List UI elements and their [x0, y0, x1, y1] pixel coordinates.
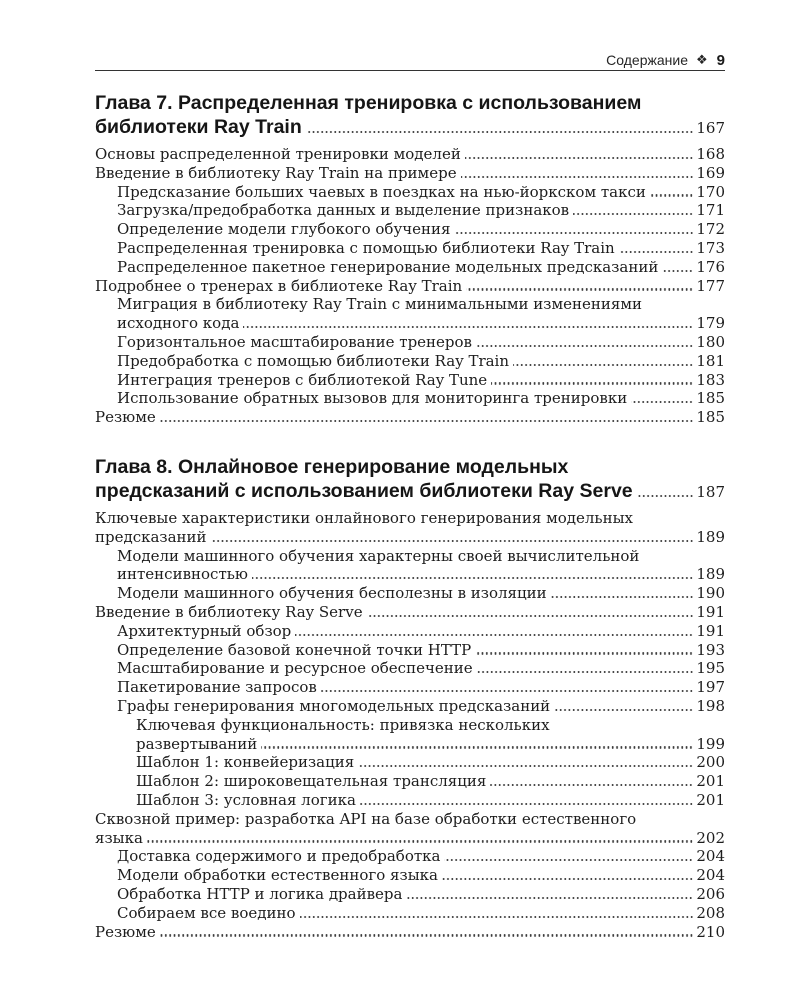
toc-leader — [360, 803, 693, 805]
toc-entry-line — [117, 659, 725, 678]
toc-entry — [95, 847, 725, 866]
toc-page-number: 171 — [696, 201, 725, 220]
toc-leader — [300, 916, 694, 918]
toc-entry — [95, 183, 725, 202]
header-rule — [95, 70, 725, 71]
toc-entry-line — [95, 810, 725, 829]
toc-leader — [554, 709, 693, 711]
toc-entry — [95, 352, 725, 371]
chapter-heading — [95, 91, 725, 140]
toc-entry-line — [95, 603, 725, 622]
toc-leader — [477, 671, 694, 673]
toc-entry — [95, 622, 725, 641]
toc-entry — [95, 220, 725, 239]
toc-entry — [95, 584, 725, 603]
toc-leader — [406, 897, 693, 899]
toc-entry — [95, 258, 725, 277]
toc-page-number: 180 — [696, 332, 725, 351]
toc-entry-line — [117, 258, 725, 277]
toc-entry — [95, 753, 725, 772]
toc-page-number: 193 — [696, 640, 725, 659]
toc-entry-line — [95, 829, 725, 848]
toc-entry-line — [117, 239, 725, 258]
toc-leader — [321, 690, 693, 692]
toc-entry-title: Введение в библиотеку Ray Train на примере — [95, 163, 457, 182]
toc-entry-line — [136, 753, 725, 772]
toc-entry-title: Распределенное пакетное генерирование модельных предсказаний — [117, 257, 659, 276]
chapter-heading-line — [95, 479, 725, 504]
toc-entry-title: Основы распределенной тренировки моделей — [95, 145, 461, 163]
chapter-section — [95, 455, 725, 941]
toc-page-number: 197 — [696, 678, 725, 697]
toc-entry-line — [95, 509, 725, 528]
toc-page-number: 201 — [696, 772, 725, 791]
toc-entry-line — [117, 904, 725, 923]
toc-entry-title: Горизонтальное масштабирование тренеров — [117, 332, 472, 351]
toc-entry-line — [95, 145, 725, 164]
toc-entries — [95, 509, 725, 941]
toc-leader — [490, 784, 693, 786]
toc-entry-title: Распределенная тренировка с помощью библиотеки Ray Train — [117, 238, 615, 257]
toc-entry-title-continued: языка — [95, 828, 143, 847]
toc-page-number: 204 — [696, 847, 725, 866]
toc-leader — [476, 345, 693, 347]
toc-page-number: 189 — [696, 527, 725, 546]
toc-entry-title: Шаблон 2: широковещательная трансляция — [136, 772, 487, 791]
toc-entry-line — [117, 314, 725, 333]
chapter-heading-line: Глава 7. Распределенная тренировка с использованием — [95, 92, 642, 114]
toc-entry — [95, 295, 725, 333]
toc-entry-title: Ключевые характеристики онлайнового генерирования модельных — [95, 509, 633, 527]
toc-page-number: 206 — [696, 884, 725, 903]
toc-entry-line — [117, 547, 725, 566]
toc-page-number: 190 — [696, 584, 725, 603]
toc-entry-title: Введение в библиотеку Ray Serve — [95, 602, 363, 621]
toc-page-number: 172 — [696, 220, 725, 239]
toc-entry-line — [117, 641, 725, 660]
toc-entry — [95, 371, 725, 390]
toc-entry-title-continued: исходного кода — [117, 314, 240, 333]
toc-page-number: 201 — [696, 790, 725, 809]
toc-entry-line — [117, 678, 725, 697]
toc-entry-title: Доставка содержимого и предобработка — [117, 847, 441, 866]
toc-entry-title: Обработка HTTP и логика драйвера — [117, 884, 403, 903]
toc-leader — [631, 401, 693, 403]
toc-entry-line — [117, 584, 725, 603]
chapter-heading-line: Глава 8. Онлайновое генерирование модельных — [95, 456, 569, 478]
toc-entry-title: Использование обратных вызовов для мониторинга тренировки — [117, 389, 628, 408]
toc-page-number: 198 — [696, 696, 725, 715]
chapter-page-number: 187 — [696, 483, 725, 501]
toc-page-number: 185 — [696, 389, 725, 408]
running-header-title: Содержание — [606, 52, 688, 68]
toc-entry — [95, 509, 725, 547]
toc-entry-line — [117, 389, 725, 408]
toc-entry — [95, 389, 725, 408]
toc-entry-title-continued: интенсивностью — [117, 565, 248, 584]
toc-entry-title: Резюме — [95, 408, 156, 427]
toc-entry-title: Ключевая функциональность: привязка нескольких — [136, 715, 550, 734]
toc-page-number: 179 — [696, 314, 725, 333]
toc-page-number: 199 — [696, 734, 725, 753]
toc-entry-title: Архитектурный обзор — [117, 621, 292, 640]
toc-entry — [95, 145, 725, 164]
toc-entry-title: Подробнее о тренерах в библиотеке Ray Train — [95, 276, 463, 295]
toc-entry — [95, 810, 725, 848]
toc-leader — [295, 634, 693, 636]
toc-entry-line — [95, 164, 725, 183]
toc-entry-line — [117, 622, 725, 641]
chapter-section — [95, 91, 725, 427]
toc-leader — [455, 232, 694, 234]
toc-leader — [513, 364, 693, 366]
toc-entry-line — [117, 352, 725, 371]
toc-entry-title: Предобработка с помощью библиотеки Ray Train — [117, 351, 510, 370]
toc-page-number: 208 — [696, 903, 725, 922]
toc-entry — [95, 201, 725, 220]
toc-leader — [442, 878, 693, 880]
toc-entry-title: Определение модели глубокого обучения — [117, 220, 451, 239]
toc-leader — [147, 840, 693, 842]
chapter-heading-line — [95, 115, 725, 140]
toc-leader — [573, 213, 693, 215]
toc-entry-line — [95, 277, 725, 296]
toc-entry-line — [117, 295, 725, 314]
ornament-icon: ❖ — [696, 52, 708, 68]
toc-leader — [650, 194, 693, 196]
toc-entry — [95, 603, 725, 622]
toc-entry-line — [117, 371, 725, 390]
toc-entry-title: Графы генерирования многомодельных предсказаний — [117, 696, 551, 715]
toc-page-number: 204 — [696, 866, 725, 885]
toc-entry-title: Шаблон 3: условная логика — [136, 790, 356, 809]
toc-leader — [662, 270, 693, 272]
toc-leader — [465, 157, 694, 159]
toc-entry-line — [95, 408, 725, 427]
chapter-heading-text: предсказаний с использованием библиотеки Ray Serve — [95, 480, 633, 502]
toc-entry — [95, 277, 725, 296]
toc-leader — [306, 131, 694, 133]
toc-leader — [160, 934, 694, 936]
toc-page-number: 177 — [696, 276, 725, 295]
toc-leader — [261, 746, 693, 748]
toc-entry — [95, 408, 725, 427]
toc-entry-title: Предсказание больших чаевых в поездках на нью-йоркском такси — [117, 182, 646, 201]
toc-leader — [243, 326, 693, 328]
toc-entry-title: Модели машинного обучения бесполезны в изоляции — [117, 584, 547, 603]
toc-entry — [95, 772, 725, 791]
toc-leader — [252, 577, 693, 579]
toc-entry-line — [117, 220, 725, 239]
toc-page-number: 195 — [696, 659, 725, 678]
toc-page-number: 173 — [696, 238, 725, 257]
toc-entry-title: Загрузка/предобработка данных и выделение признаков — [117, 201, 570, 220]
toc-entry-title: Шаблон 1: конвейеризация — [136, 753, 355, 772]
toc-entry-title: Модели обработки естественного языка — [117, 866, 438, 885]
toc-entry-line — [95, 528, 725, 547]
toc-page-number: 202 — [696, 828, 725, 847]
toc-page-number: 183 — [696, 370, 725, 389]
toc-entry — [95, 239, 725, 258]
toc-page-number: 191 — [696, 621, 725, 640]
toc-entry-line — [117, 885, 725, 904]
toc-leader — [160, 420, 694, 422]
toc-entry-title: Модели машинного обучения характерны своей вычислительной — [117, 546, 640, 565]
toc-entry — [95, 716, 725, 754]
toc-entry-line — [136, 772, 725, 791]
toc-entry — [95, 678, 725, 697]
toc-leader — [461, 176, 694, 178]
toc-entry-line — [136, 735, 725, 754]
toc-entry-line — [117, 866, 725, 885]
toc-entry — [95, 547, 725, 585]
toc-entry — [95, 641, 725, 660]
toc-entry — [95, 333, 725, 352]
toc-entry-line — [117, 333, 725, 352]
running-header — [606, 50, 725, 70]
chapter-heading — [95, 455, 725, 504]
toc-page-number: 170 — [696, 182, 725, 201]
toc-entry — [95, 885, 725, 904]
toc-entry-title: Определение базовой конечной точки HTTP — [117, 640, 472, 659]
toc-page-number: 168 — [696, 145, 725, 163]
toc-leader — [367, 615, 694, 617]
toc-page-number: 210 — [696, 922, 725, 941]
toc-entry-line — [117, 697, 725, 716]
page-number: 9 — [716, 51, 725, 69]
toc-leader — [358, 765, 693, 767]
toc-leader — [444, 859, 693, 861]
toc-leader — [491, 382, 693, 384]
toc-entry-title: Пакетирование запросов — [117, 678, 317, 697]
toc-page-number: 191 — [696, 602, 725, 621]
toc-entry-title-continued: предсказаний — [95, 527, 207, 546]
toc-leader — [475, 652, 693, 654]
toc-entries — [95, 145, 725, 427]
chapter-page-number: 167 — [696, 119, 725, 137]
toc-page-number: 200 — [696, 753, 725, 772]
toc-page-number: 185 — [696, 408, 725, 427]
toc-entry-line — [95, 923, 725, 942]
toc-entry-title-continued: развертываний — [136, 734, 258, 753]
toc-leader — [619, 251, 694, 253]
toc-entry-title: Резюме — [95, 922, 156, 941]
toc-entry-title: Сквозной пример: разработка API на базе обработки естественного — [95, 809, 637, 828]
toc-entry-line — [136, 791, 725, 810]
toc-page-number: 181 — [696, 351, 725, 370]
toc-leader — [551, 596, 694, 598]
toc-entry-title: Интеграция тренеров с библиотекой Ray Tune — [117, 370, 488, 389]
toc-entry — [95, 791, 725, 810]
toc-entry-title: Собираем все воедино — [117, 903, 296, 922]
toc-entry — [95, 164, 725, 183]
toc-leader — [466, 288, 693, 290]
toc-leader — [211, 540, 694, 542]
toc-entry — [95, 659, 725, 678]
toc-entry — [95, 866, 725, 885]
toc-entry-line — [117, 847, 725, 866]
toc-entry-title: Масштабирование и ресурсное обеспечение — [117, 659, 473, 678]
toc-page-number: 189 — [696, 565, 725, 584]
toc-entry — [95, 923, 725, 942]
toc-entry-line — [117, 565, 725, 584]
toc-entry-title: Миграция в библиотеку Ray Train с минимальными изменениями — [117, 295, 642, 314]
toc-page-number: 176 — [696, 257, 725, 276]
chapter-heading-text: библиотеки Ray Train — [95, 116, 302, 138]
toc-leader — [637, 495, 694, 497]
toc-page-number: 169 — [696, 163, 725, 182]
toc-entry-line — [136, 716, 725, 735]
toc-entry — [95, 904, 725, 923]
toc-entry — [95, 697, 725, 716]
toc-entry-line — [117, 201, 725, 220]
toc-entry-line — [117, 183, 725, 202]
